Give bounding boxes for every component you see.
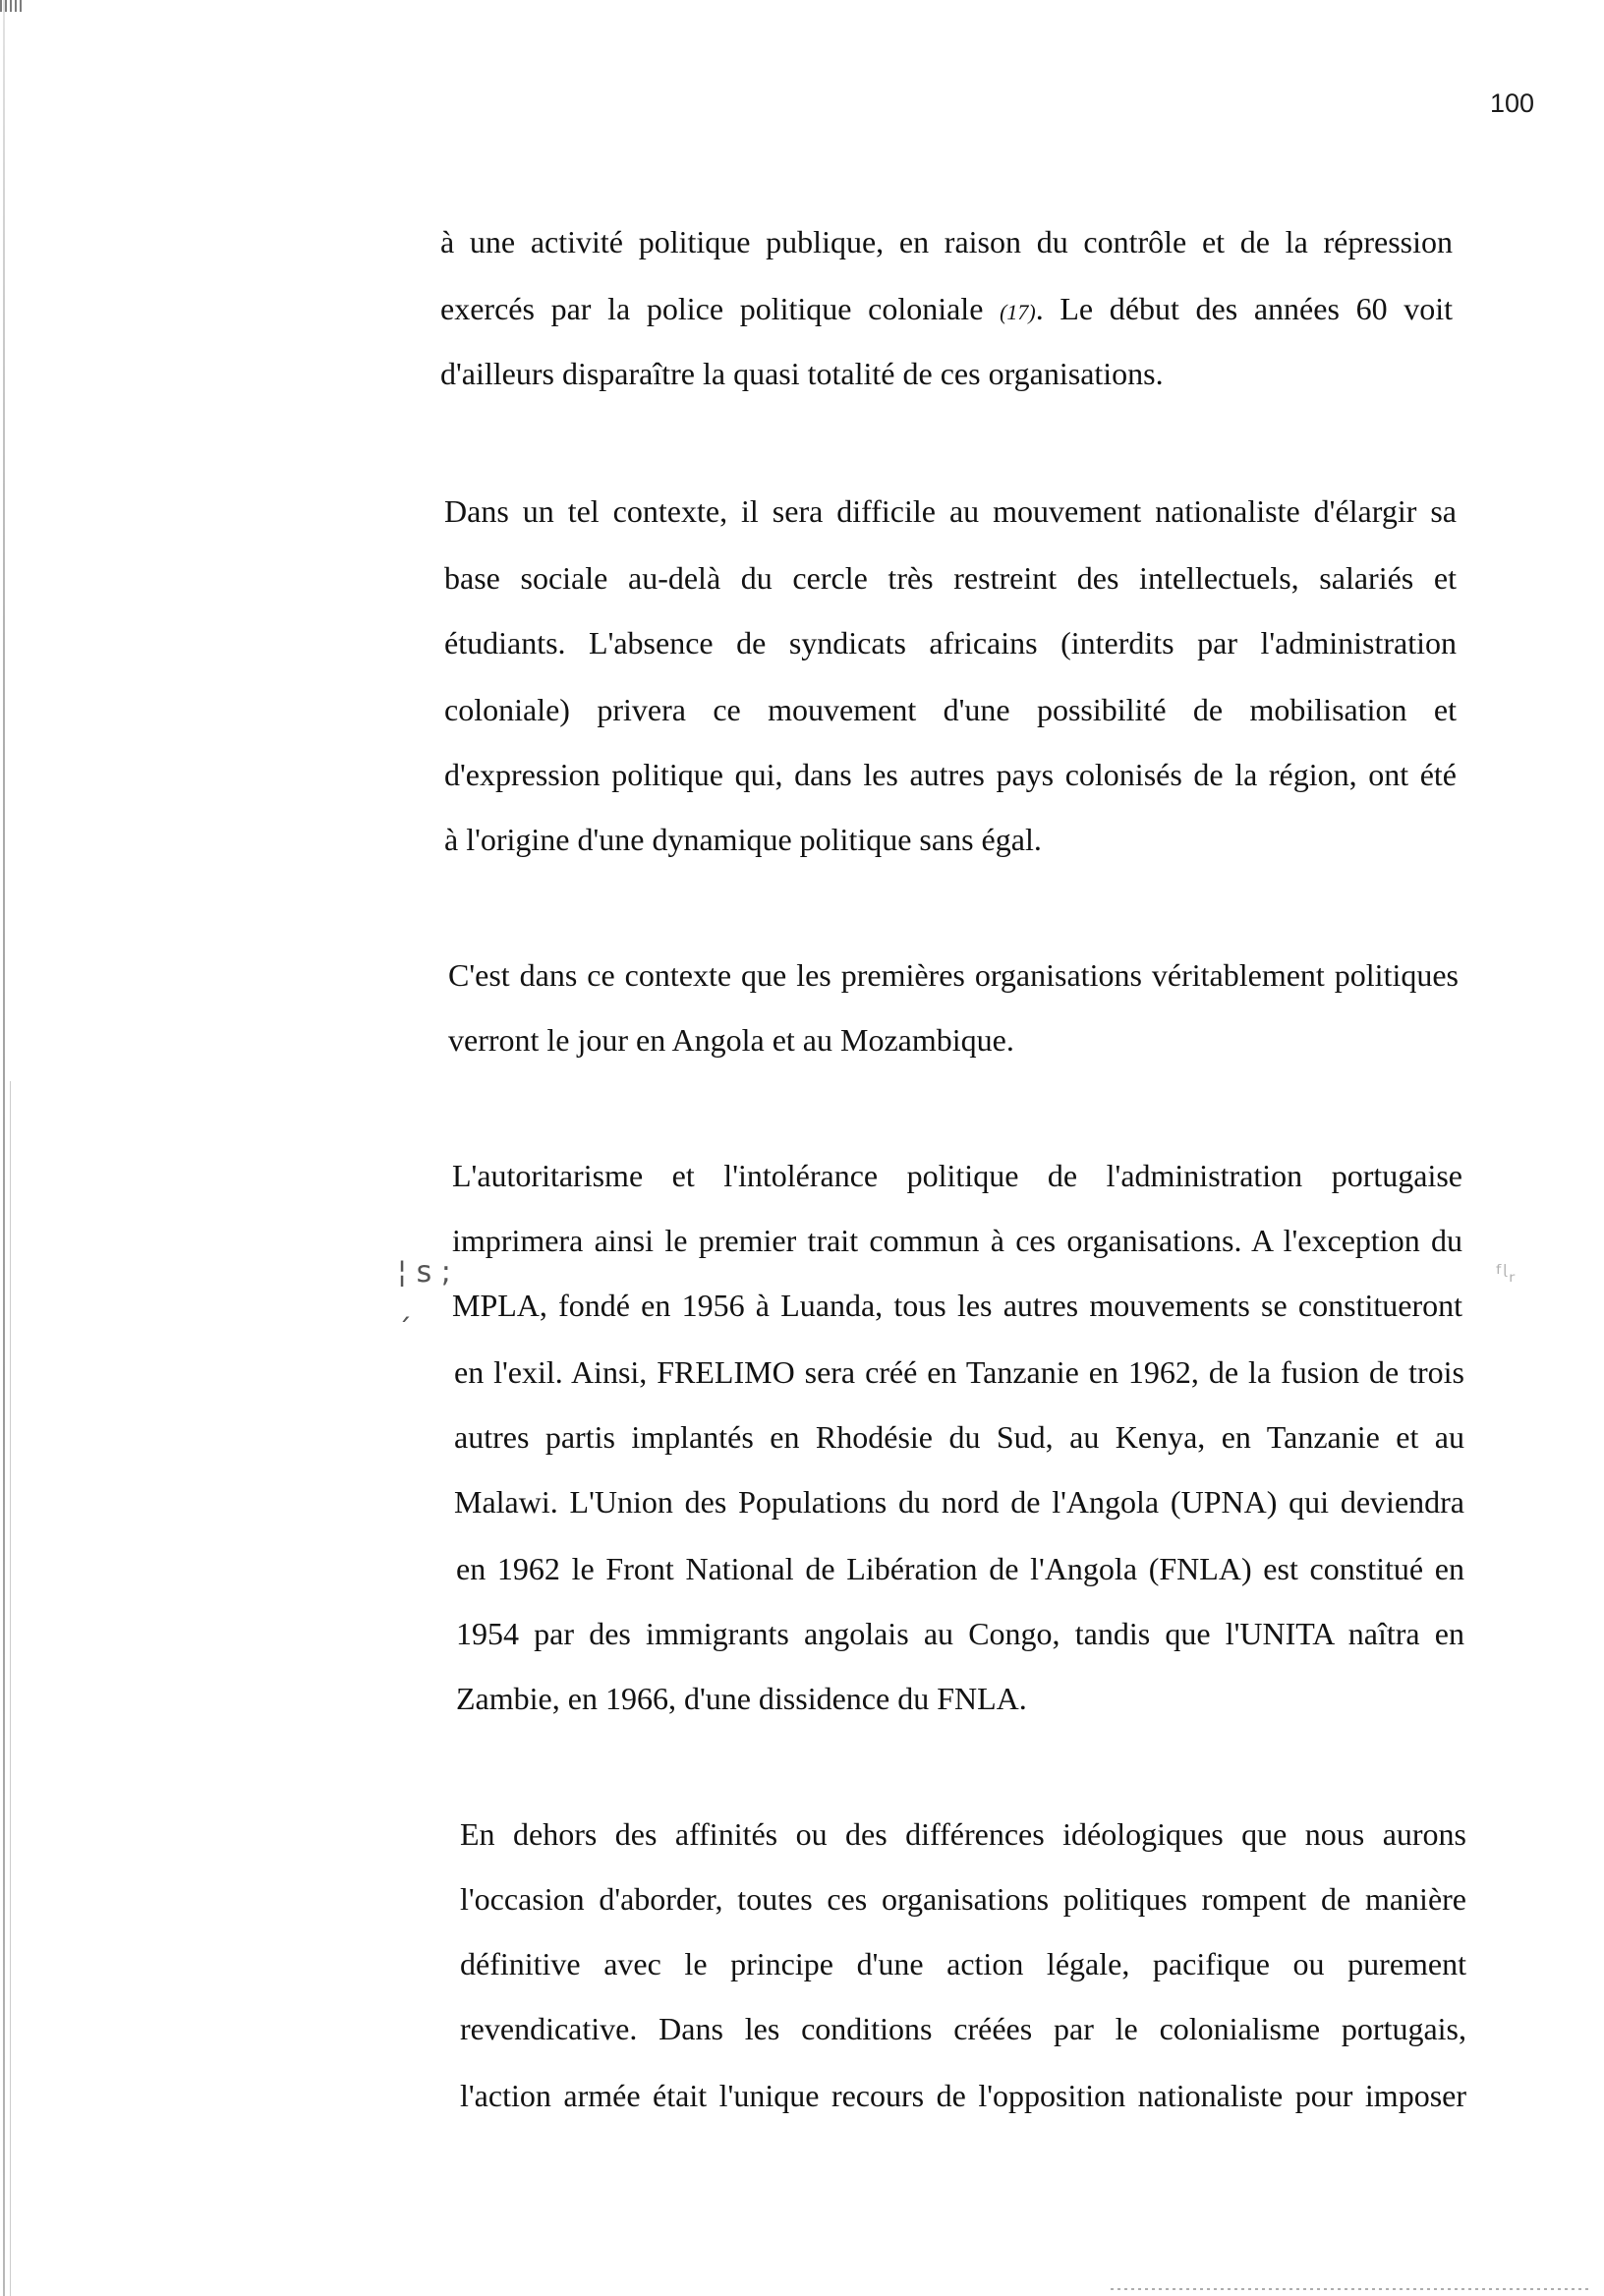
paragraph-4-line-6: Malawi. L'Union des Populations du nord de l'Angola (UPNA) qui deviendra (454, 1484, 1464, 1520)
paragraph-4-line-7: en 1962 le Front National de Libération de l'Angola (FNLA) est constitué en (456, 1551, 1464, 1586)
scan-binding-edge-secondary (10, 1081, 11, 2296)
paragraph-5-line-4: revendicative. Dans les conditions créées par le colonialisme portugais, (460, 2011, 1466, 2046)
paragraph-3-line-1: C'est dans ce contexte que les premières organisations véritablement politiques (448, 957, 1459, 993)
paragraph-4-line-8: 1954 par des immigrants angolais au Congo, tandis que l'UNITA naîtra en (456, 1616, 1464, 1651)
paragraph-1-line-3: d'ailleurs disparaître la quasi totalité de ces organisations. (440, 356, 1164, 391)
paragraph-1-line-2 (440, 289, 1453, 332)
paragraph-2-line-2: base sociale au-delà du cercle très restreint des intellectuels, salariés et (444, 560, 1457, 596)
paragraph-5-line-3: définitive avec le principe d'une action légale, pacifique ou purement (460, 1946, 1466, 1981)
page-number: 100 (1490, 88, 1535, 118)
left-margin-handwritten-mark: ¦ ꜱ ; ˏ (397, 1255, 451, 1323)
text-segment: . Le début des années 60 voit (1035, 291, 1454, 326)
paragraph-2-line-4: coloniale) privera ce mouvement d'une possibilité de mobilisation et (444, 692, 1457, 727)
paragraph-4-line-1: L'autoritarisme et l'intolérance politique de l'administration portugaise (452, 1158, 1462, 1193)
right-margin-faint-mark: ᶠᶩᵣ (1496, 1260, 1516, 1288)
paragraph-4-line-3: MPLA, fondé en 1956 à Luanda, tous les autres mouvements se constitueront (452, 1288, 1462, 1323)
paragraph-4-line-2: imprimera ainsi le premier trait commun à ces organisations. A l'exception du (452, 1223, 1462, 1258)
paragraph-2-line-1: Dans un tel contexte, il sera difficile au mouvement nationaliste d'élargir sa (444, 493, 1457, 529)
scan-bottom-edge (1111, 2288, 1592, 2290)
paragraph-2-line-5: d'expression politique qui, dans les autres pays colonisés de la région, ont été (444, 757, 1457, 792)
paragraph-4-line-5: autres partis implantés en Rhodésie du Sud, au Kenya, en Tanzanie et au (454, 1419, 1464, 1455)
paragraph-5-line-1: En dehors des affinités ou des différences idéologiques que nous aurons (460, 1816, 1466, 1852)
paragraph-2-line-6: à l'origine d'une dynamique politique sans égal. (444, 822, 1042, 857)
paragraph-3-line-2: verront le jour en Angola et au Mozambique. (448, 1022, 1014, 1058)
paragraph-4-line-4: en l'exil. Ainsi, FRELIMO sera créé en Tanzanie en 1962, de la fusion de trois (454, 1354, 1464, 1390)
scan-binding-edge (3, 0, 5, 2296)
footnote-reference: (17) (1000, 300, 1036, 324)
text-segment: exercés par la police politique coloniale (440, 291, 1001, 326)
paragraph-5-line-5: l'action armée était l'unique recours de l'opposition nationaliste pour imposer (460, 2078, 1466, 2113)
paragraph-1-line-1: à une activité politique publique, en raison du contrôle et de la répression (440, 224, 1453, 259)
paragraph-4-line-9: Zambie, en 1966, d'une dissidence du FNLA. (456, 1681, 1027, 1716)
paragraph-5-line-2: l'occasion d'aborder, toutes ces organisations politiques rompent de manière (460, 1881, 1466, 1917)
paragraph-2-line-3: étudiants. L'absence de syndicats africains (interdits par l'administration (444, 625, 1457, 660)
